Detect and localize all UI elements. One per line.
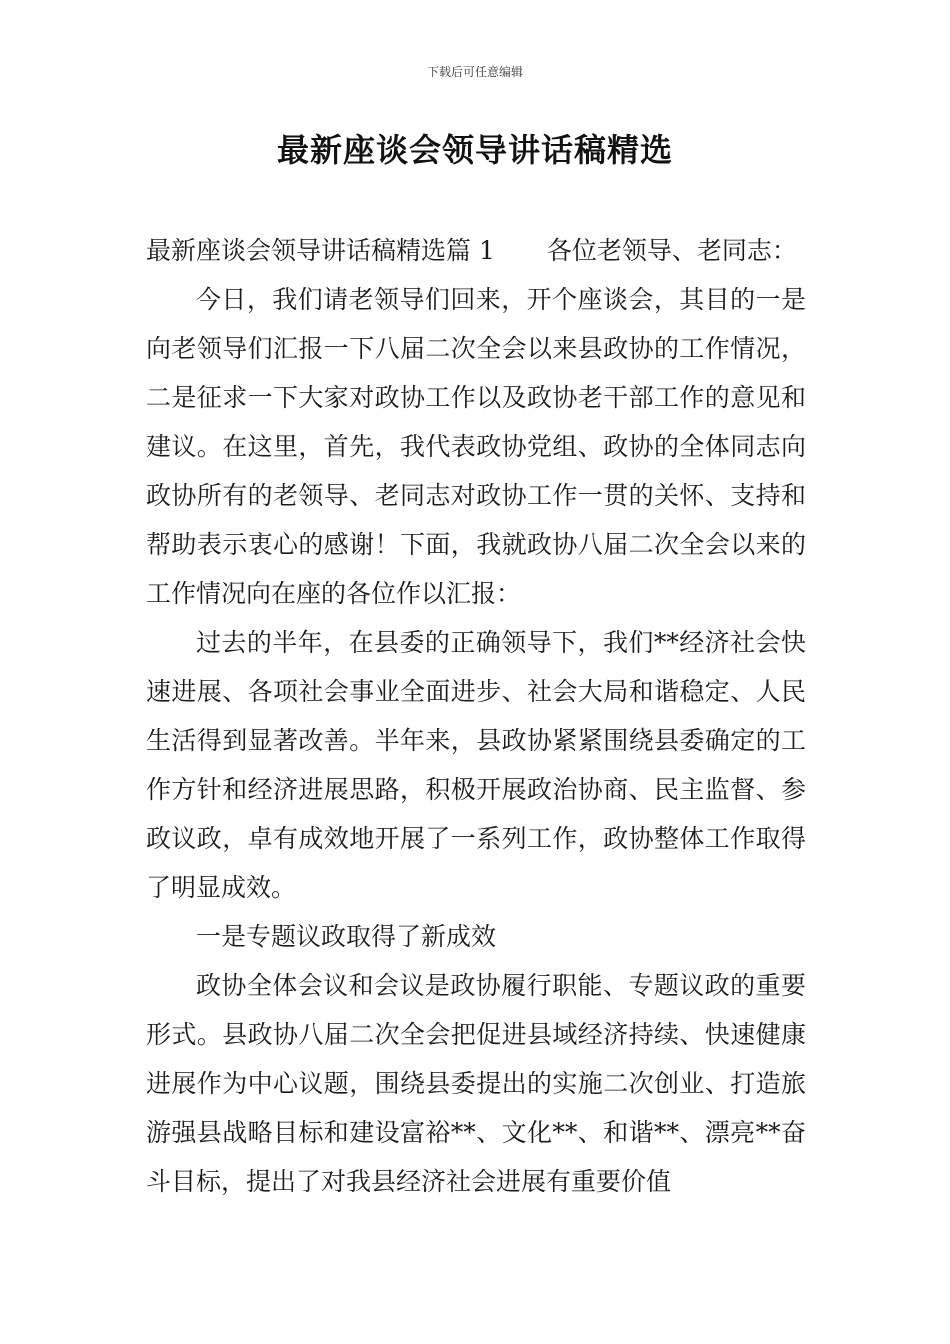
paragraph-2: 过去的半年，在县委的正确领导下，我们**经济社会快速进展、各项社会事业全面进步、社会大局和谐稳定、人民生活得到显著改善。半年来，县政协紧紧围绕县委确定的工作方针和经济进展思路，积极开展政治协商、民主监督、参政议政，卓有成效地开展了一系列工作，政协整体工作取得了明显成效。 bbox=[146, 628, 806, 902]
section-heading: 一是专题议政取得了新成效 bbox=[196, 922, 497, 951]
header-note: 下载后可任意编辑 bbox=[426, 65, 523, 79]
paragraph-1: 今日，我们请老领导们回来，开个座谈会，其目的一是向老领导们汇报一下八届二次全会以来县政协的工作情况，二是征求一下大家对政协工作以及政协老干部工作的意见和建议。在这里，首先，我代表政协党组、政协的全体同志向政协所有的老领导、老同志对政协工作一贯的关怀、支持和帮助表示衷心的感谢！下面，我就政协八届二次全会以来的工作情况向在座的各位作以汇报： bbox=[146, 285, 806, 608]
document-body bbox=[146, 226, 806, 1206]
salutation: 各位老领导、老同志： bbox=[546, 236, 797, 265]
paragraph-3: 政协全体会议和会议是政协履行职能、专题议政的重要形式。县政协八届二次全会把促进县域经济持续、快速健康进展作为中心议题，围绕县委提出的实施二次创业、打造旅游强县战略目标和建设富裕**、文化**、和谐**、漂亮**奋斗目标，提出了对我县经济社会进展有重要价值 bbox=[146, 971, 806, 1196]
intro-line bbox=[146, 226, 806, 275]
document-title: 最新座谈会领导讲话稿精选 bbox=[276, 131, 673, 169]
article-label: 最新座谈会领导讲话稿精选篇 1 bbox=[146, 236, 495, 265]
